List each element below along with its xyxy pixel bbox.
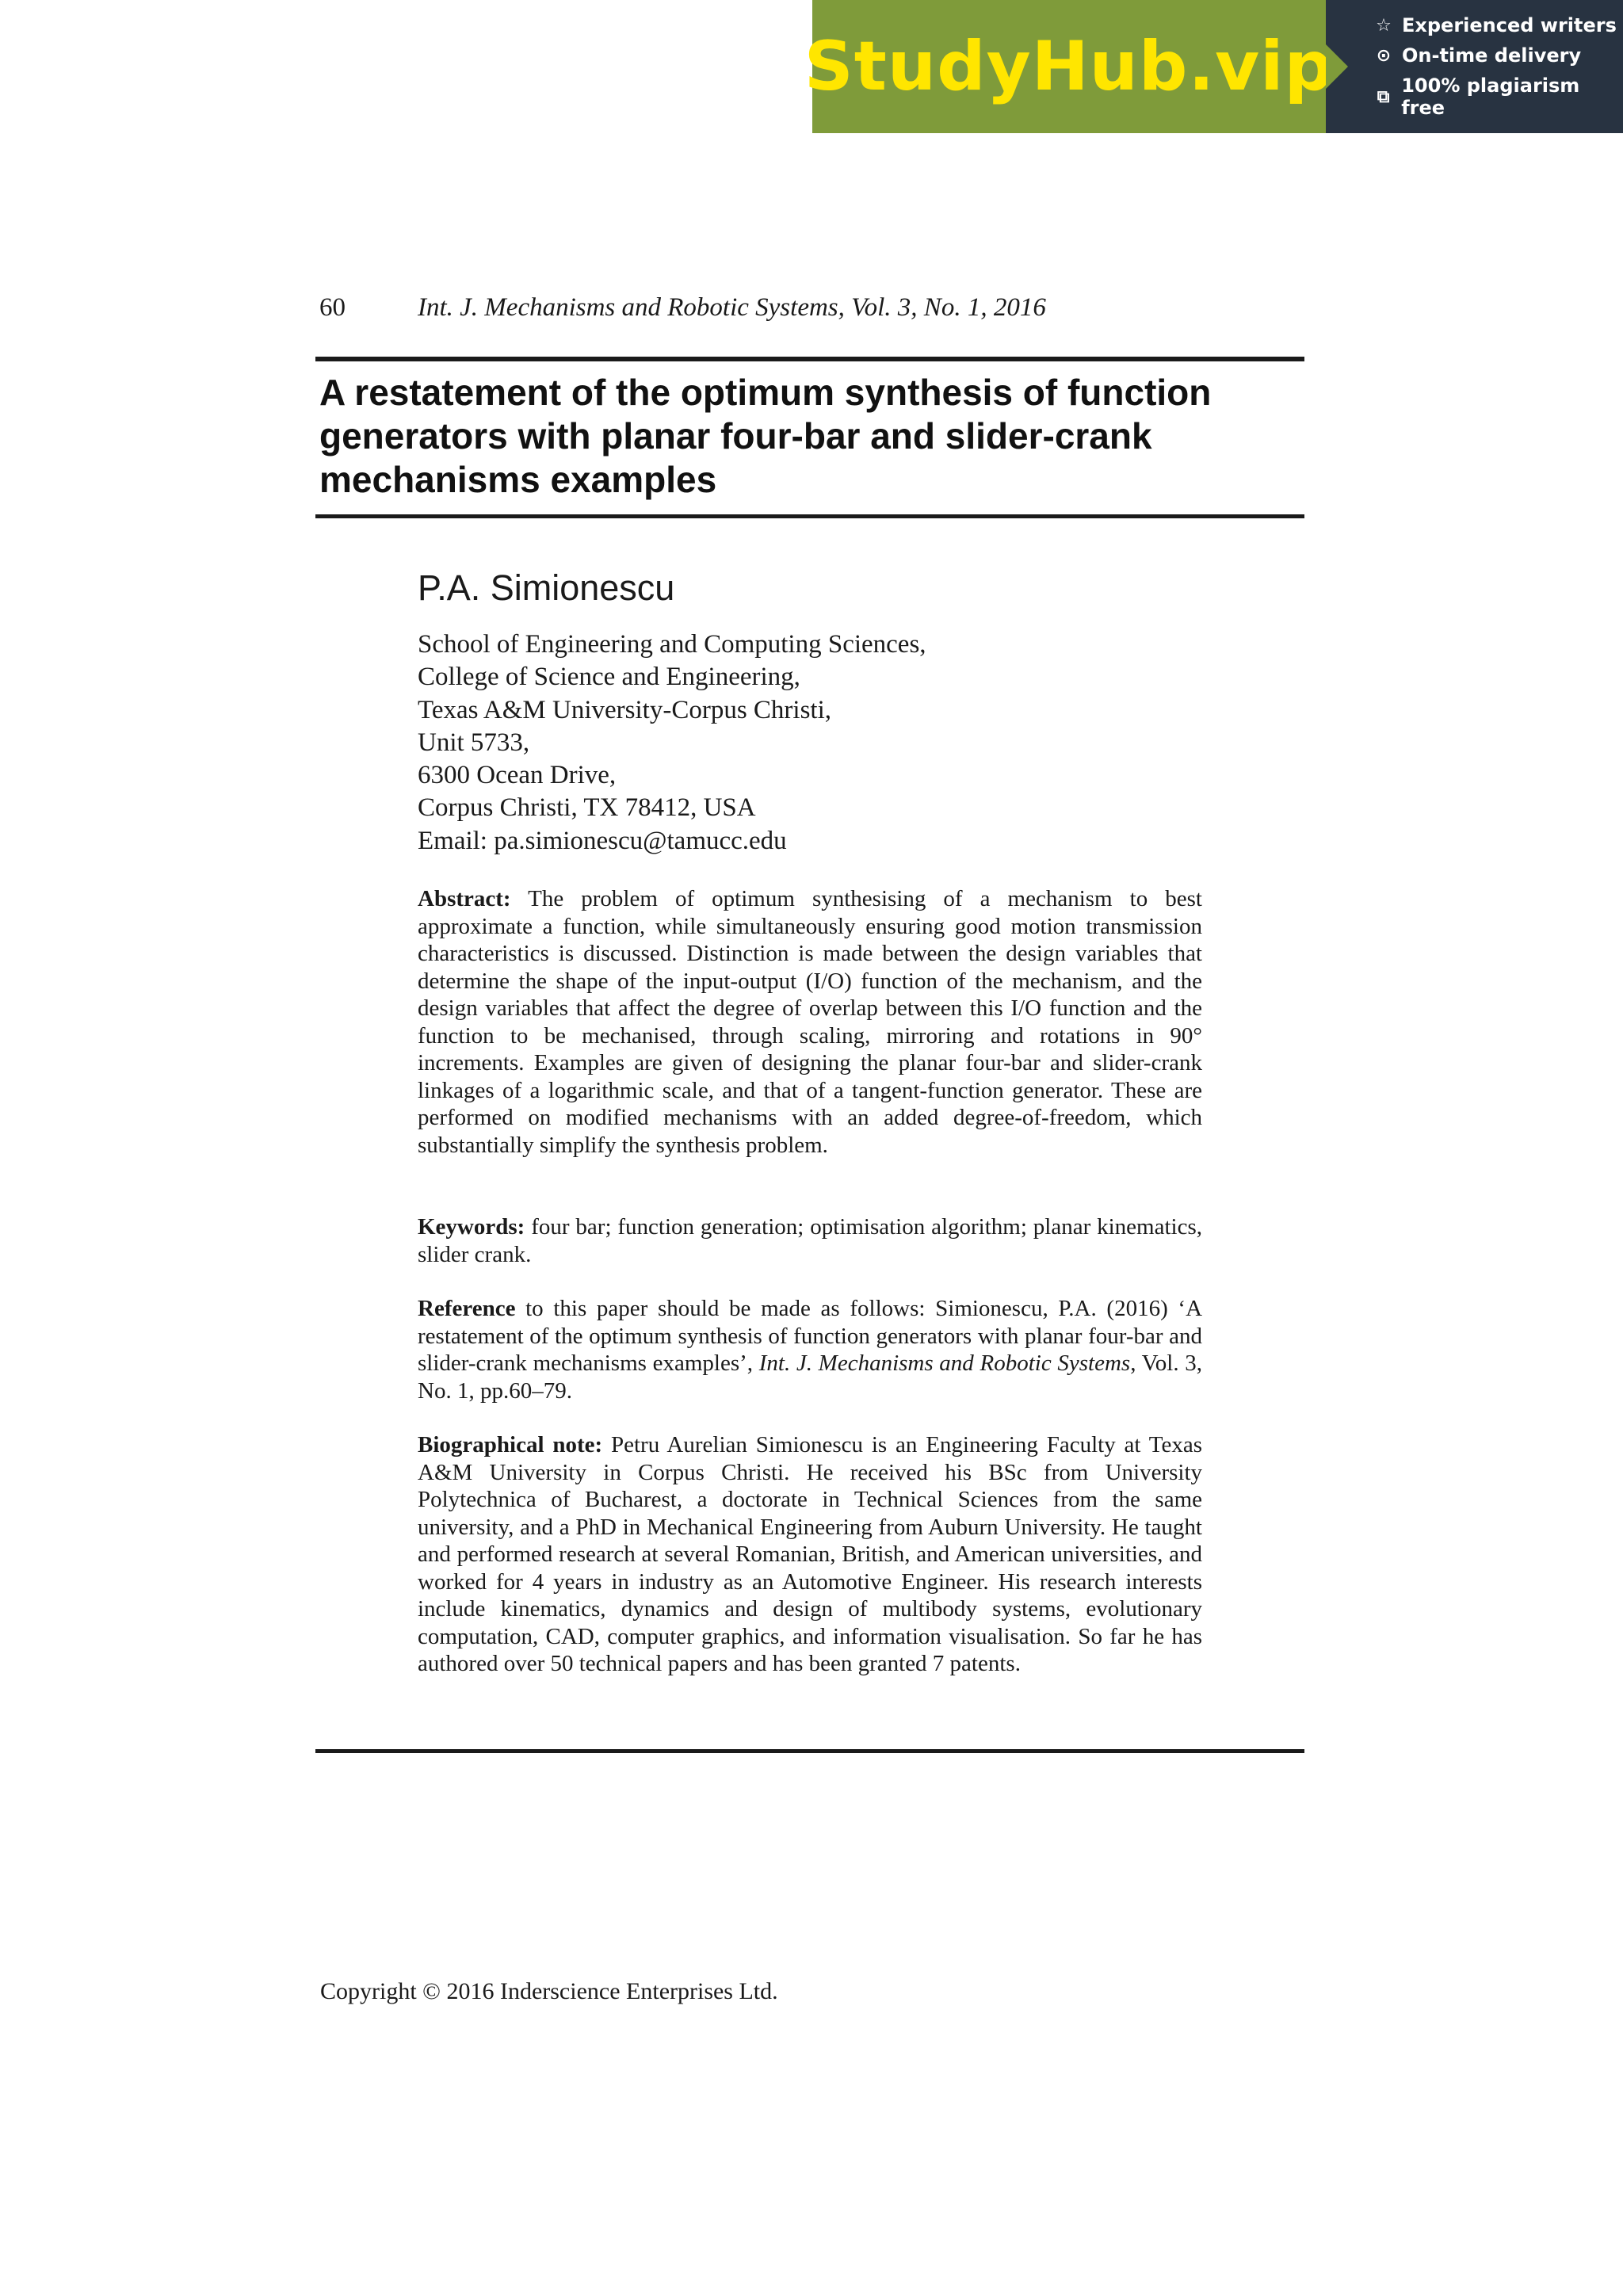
affiliation-line: 6300 Ocean Drive, bbox=[418, 761, 617, 790]
title-rule-top bbox=[315, 357, 1304, 361]
front-matter-rule bbox=[315, 1749, 1304, 1753]
keywords bbox=[418, 1213, 1202, 1268]
feature-plagiarism-free bbox=[1373, 74, 1623, 119]
feature-label: Experienced writers bbox=[1402, 14, 1617, 36]
affiliation-line: Corpus Christi, TX 78412, USA bbox=[418, 793, 756, 823]
copyright-notice: Copyright © 2016 Inderscience Enterprises Ltd. bbox=[320, 1978, 778, 2004]
bio-label: Biographical note: bbox=[418, 1432, 603, 1457]
studyhub-logo[interactable] bbox=[804, 0, 1335, 133]
author-email[interactable]: Email: pa.simionescu@tamucc.edu bbox=[418, 826, 787, 855]
clock-icon: ⊙ bbox=[1376, 45, 1392, 66]
reference-journal: Int. J. Mechanisms and Robotic Systems bbox=[758, 1350, 1131, 1376]
logo-text: StudyHub.vip bbox=[804, 27, 1335, 106]
reference-text: to this paper should be made as follows: Simionescu, P.A. (2016) ‘A restatement of the optimum synthesis of function generators with planar four-bar and slider-crank mechanisms examples’, bbox=[418, 1296, 1203, 1376]
star-icon: ☆ bbox=[1376, 15, 1392, 36]
abstract-text: The problem of optimum synthesising of a mechanism to best approximate a function, while simultaneously ensuring good motion transmission characteristics is discussed. Distinction is made between the design variables that determine the shape of the input-output (I/O) function of the mechanism, and the design variables that affect the degree of overlap between this I/O function and the function to be mechanised, through scaling, mirroring and rotations in 90° increments. Examples are given of designing the planar four-bar and slider-crank linkages of a logarithmic scale, and that of a tangent-function generator. These are performed on modified mechanisms with an added degree-of-freedom, which substantially simplify the synthesis problem. bbox=[418, 886, 1202, 1158]
reference-details: , Vol. 3, No. 1, pp.60–79. bbox=[418, 1350, 1203, 1404]
affiliation-line: Texas A&M University-Corpus Christi, bbox=[418, 695, 832, 724]
ad-banner[interactable] bbox=[804, 0, 1623, 133]
title-rule-bottom bbox=[315, 514, 1304, 518]
feature-on-time-delivery bbox=[1373, 44, 1623, 67]
affiliation-line: School of Engineering and Computing Sciences, bbox=[418, 630, 926, 659]
reference-label: Reference bbox=[418, 1296, 516, 1321]
copy-icon: ⧉ bbox=[1377, 86, 1390, 107]
page-number: 60 bbox=[319, 293, 346, 322]
journal-citation: Int. J. Mechanisms and Robotic Systems, Vol. 3, No. 1, 2016 bbox=[418, 293, 1046, 322]
author-affiliation bbox=[418, 628, 1202, 858]
reference bbox=[418, 1295, 1202, 1404]
abstract bbox=[418, 885, 1202, 1159]
feature-label: 100% plagiarism free bbox=[1401, 74, 1580, 119]
bio-text: Petru Aurelian Simionescu is an Engineering Faculty at Texas A&M University in Corpus Christi. He received his BSc from University Polytechnica of Bucharest, a doctorate in Technical Sciences from the same university, and a PhD in Mechanical Engineering from Auburn University. He taught and performed research at several Romanian, British, and American universities, and worked for 4 years in industry as an Automotive Engineer. His research interests include kinematics, dynamics and design of multibody systems, evolutionary computation, CAD, computer graphics, and information visualisation. So far he has authored over 50 technical papers and has been granted 7 patents. bbox=[418, 1432, 1202, 1676]
affiliation-line: Unit 5733, bbox=[418, 728, 530, 757]
feature-experienced-writers bbox=[1373, 14, 1623, 36]
biographical-note bbox=[418, 1431, 1202, 1678]
banner-features bbox=[1326, 0, 1623, 133]
abstract-label: Abstract: bbox=[418, 886, 511, 911]
running-head bbox=[319, 293, 1046, 323]
keywords-label: Keywords: bbox=[418, 1214, 525, 1240]
paper-title: A restatement of the optimum synthesis of function generators with planar four-bar and slider-crank mechanisms examples bbox=[319, 372, 1212, 500]
affiliation-line: College of Science and Engineering, bbox=[418, 663, 800, 692]
feature-label: On-time delivery bbox=[1402, 44, 1582, 67]
keywords-text: four bar; function generation; optimisation algorithm; planar kinematics, slider crank. bbox=[418, 1214, 1203, 1267]
author-name: P.A. Simionescu bbox=[418, 567, 675, 608]
